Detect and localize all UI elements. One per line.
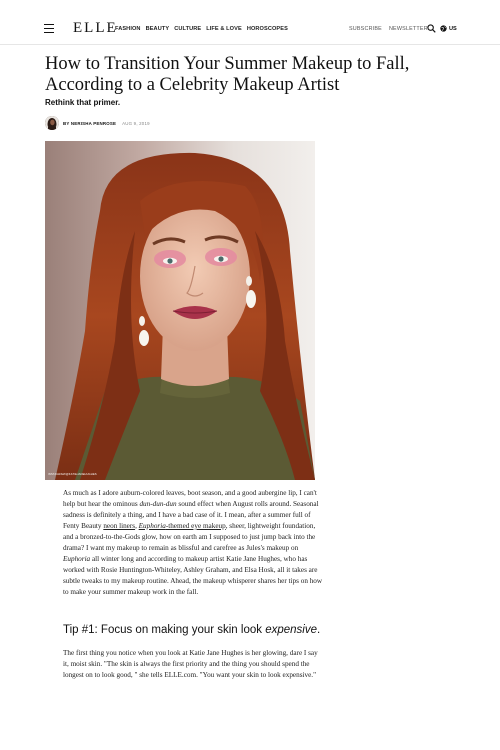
main-nav [115,26,288,32]
locale-selector[interactable] [440,25,457,32]
search-icon[interactable] [427,24,436,33]
subscribe-link[interactable]: SUBSCRIBE [349,26,382,32]
neon-liners-link[interactable]: neon liners [103,522,136,530]
article-paragraph: As much as I adore auburn-colored leaves, boot season, and a good aubergine lip, I can't help but hear the ominous dun-dun-dun sound effect when August rolls around. Seasonal sadness is definitely a thing, and I have a bad case of it. I mean, after a summer full of Fenty Beauty neon liners, Euphoria-themed eye makeup, sheer, lightweight foundation, and a bronzed-to-the-Gods glow, how on earth am I supposed to just jump back into the drama? I want my makeup to remain as blissful and carefree as Jules's makeup on Euphoria all winter long and according to makeup artist Katie Jane Hughes, who has worked with Rosie Huntington-Whiteley, Ashley Graham, and Elsa Hosk, all it takes are subtle tweaks to my makeup routine. Ahead, the makeup whisperer shares her tips on how to make your summer makeup work in the fall. [63,489,323,596]
newsletter-link[interactable]: NEWSLETTER [388,26,428,32]
nav-culture[interactable]: CULTURE [174,26,202,32]
menu-icon[interactable] [44,24,54,32]
nav-life-and-love[interactable]: LIFE & LOVE [206,26,242,32]
site-logo[interactable]: ELLE [73,20,118,36]
header-links [349,26,428,32]
article-dek: Rethink that primer. [45,98,121,107]
nav-fashion[interactable]: FASHION [115,26,141,32]
nav-horoscopes[interactable]: HOROSCOPES [246,26,288,32]
image-credit: INSTAGRAM/@KATIEJANEHUGHES [48,473,97,476]
tip-1-heading: Tip #1: Focus on making your skin look expensive. [63,624,321,636]
site-header [0,18,500,45]
article-title: How to Transition Your Summer Makeup to Fall, According to a Celebrity Makeup Artist [45,54,410,95]
nav-beauty[interactable]: BEAUTY [145,26,170,32]
locale-label: US [449,25,457,32]
globe-icon [440,25,447,32]
author-name[interactable]: BY NERISHA PENROSE [63,120,117,126]
euphoria-eye-makeup-link[interactable]: Euphoria-themed eye makeup [138,522,226,530]
byline [45,116,150,130]
tip-1-paragraph: The first thing you notice when you look at Katie Jane Hughes is her glowing, dare I say it, moist skin. "The skin is always the first priority and the thing you should spend the longest on to look good, " she tells ELLE.com. "You want your skin to look expensive." [63,649,318,679]
publish-date: AUG 9, 2019 [122,120,150,126]
author-avatar[interactable] [45,116,59,130]
hero-image [45,141,315,480]
